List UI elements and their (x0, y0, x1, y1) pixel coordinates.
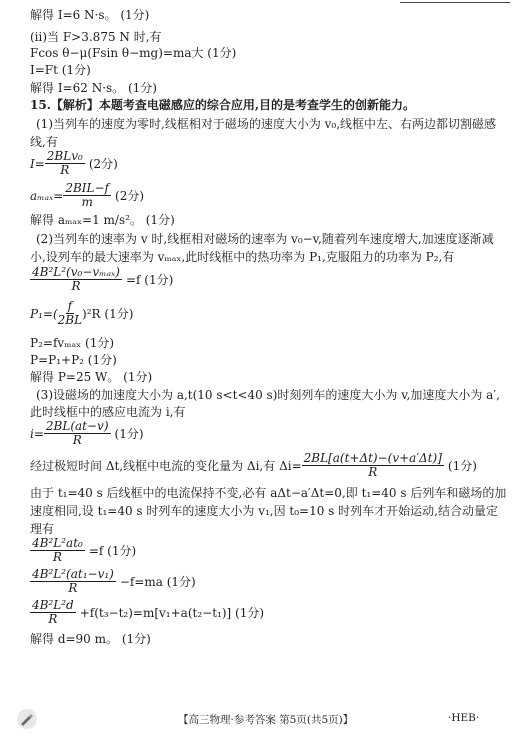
fraction-denominator: R (68, 581, 78, 595)
fraction (30, 537, 85, 564)
section-heading: 15.【解析】本题考查电磁感应的综合应用,目的是考查学生的创新能力。 (30, 98, 416, 112)
text-line: 解得 P=25 W。 (1分) (30, 370, 153, 384)
fraction-numerator: 2BL[a(t+Δt)−(v+a′Δt)] (303, 451, 442, 465)
fraction (58, 300, 82, 327)
eq-lhs: 经过极短时间 Δt,线框中电流的变化量为 Δi,有 Δi= (30, 459, 302, 473)
fraction (44, 420, 111, 447)
fraction (30, 599, 76, 626)
eq-rhs: =f (1分) (125, 273, 174, 287)
fraction-denominator: R (60, 163, 70, 177)
text-line: (3)设磁场的加速度大小为 a,t(10 s<t<40 s)时刻列车的速度大小为 v,加速度大小为 a′, (36, 388, 500, 402)
fraction-numerator: 4B²L²(at₁−v₁) (32, 567, 114, 581)
eq-rhs: =f (1分) (88, 544, 137, 558)
equation (30, 182, 144, 209)
fraction-numerator: 4B²L²at₀ (32, 536, 83, 550)
text-line: Fcos θ−μ(Fsin θ−mg)=ma大 (1分) (30, 46, 237, 60)
text-line: P₂=fvₘₐₓ (1分) (30, 336, 115, 350)
equation (30, 452, 477, 479)
text-line: 解得 I=6 N·s。 (1分) (30, 8, 150, 22)
fraction-numerator: 4B²L²(v₀−vₘₐₓ) (32, 265, 120, 279)
footer-page-info: 【高三物理·参考答案 第5页(共5页)】 (178, 714, 354, 726)
text-line: 由于 t₁=40 s 后线框中的电流保持不变,必有 aΔt−a′Δt=0,即 t₁=40 s 后列车和磁场的加 (30, 486, 507, 500)
text-line: 解得 aₘₐₓ=1 m/s²。 (1分) (30, 213, 175, 227)
text-line: 线,有 (30, 135, 58, 149)
fraction (30, 568, 116, 595)
fraction-denominator: R (48, 612, 58, 626)
equation (30, 568, 196, 595)
pen-logo-icon (16, 708, 38, 730)
equation (30, 150, 118, 177)
eq-rhs: (2分) (88, 157, 118, 171)
text-line: (2)当列车的速率为 v 时,线框相对磁场的速率为 v₀−v,随着列车速度增大,加速度逐渐减 (36, 232, 494, 246)
eq-rhs: )²R (1分) (82, 307, 134, 321)
text-line: I=Ft (1分) (30, 63, 91, 77)
text-line: 小,设列车的最大速率为 vₘₐₓ,此时线框中的热功率为 P₁,克服阻力的功率为 P₂,有 (30, 250, 455, 264)
eq-rhs: +f(t₃−t₂)=m[v₁+a(t₂−t₁)] (1分) (79, 606, 265, 620)
fraction (45, 150, 85, 177)
eq-lhs: aₘₐₓ= (30, 188, 64, 203)
eq-lhs: I= (30, 156, 45, 171)
text-line: 解得 I=62 N·s。 (1分) (30, 81, 157, 95)
text-line: 此时线框中的感应电流为 i,有 (30, 405, 186, 419)
fraction-denominator: R (72, 433, 82, 447)
text-line: P=P₁+P₂ (1分) (30, 353, 117, 367)
text-line: 理有 (30, 522, 55, 536)
text-line: (ⅱ)当 F>3.875 N 时,有 (30, 30, 162, 44)
footer-code: ·HEB· (448, 712, 480, 724)
eq-rhs: (1分) (447, 459, 477, 473)
text-line: 解得 d=90 m。 (1分) (30, 632, 151, 646)
equation (30, 420, 144, 447)
eq-lhs: P₁=( (30, 306, 58, 321)
fraction-numerator: 2BL(at−v) (45, 419, 109, 433)
eq-rhs: (2分) (115, 189, 145, 203)
fraction-numerator: 2BLv₀ (46, 149, 83, 163)
fraction (30, 266, 122, 293)
fraction-denominator: R (71, 279, 81, 293)
text-line: (1)当列车的速度为零时,线框相对于磁场的速度大小为 v₀,线框中左、右两边都切割磁感 (36, 117, 497, 131)
top-border-line (400, 0, 510, 3)
fraction-numerator: 4B²L²d (32, 598, 74, 612)
eq-rhs: (1分) (114, 427, 144, 441)
fraction-denominator: m (81, 195, 93, 209)
fraction-denominator: R (368, 465, 378, 479)
equation (30, 537, 136, 564)
equation (30, 300, 133, 327)
fraction-denominator: 2BL (57, 313, 83, 327)
equation (30, 599, 264, 626)
equation (30, 266, 173, 293)
fraction-numerator: f (67, 299, 73, 313)
eq-rhs: −f=ma (1分) (119, 575, 196, 589)
fraction (63, 182, 111, 209)
eq-lhs: i= (30, 426, 44, 441)
fraction-denominator: R (52, 550, 62, 564)
fraction (302, 452, 444, 479)
text-line: 速度相同,设 t₁=40 s 时列车的速度大小为 v₁,因 t₀=10 s 时列车才开始运动,结合动量定 (30, 504, 498, 518)
fraction-numerator: 2BIL−f (65, 181, 110, 195)
